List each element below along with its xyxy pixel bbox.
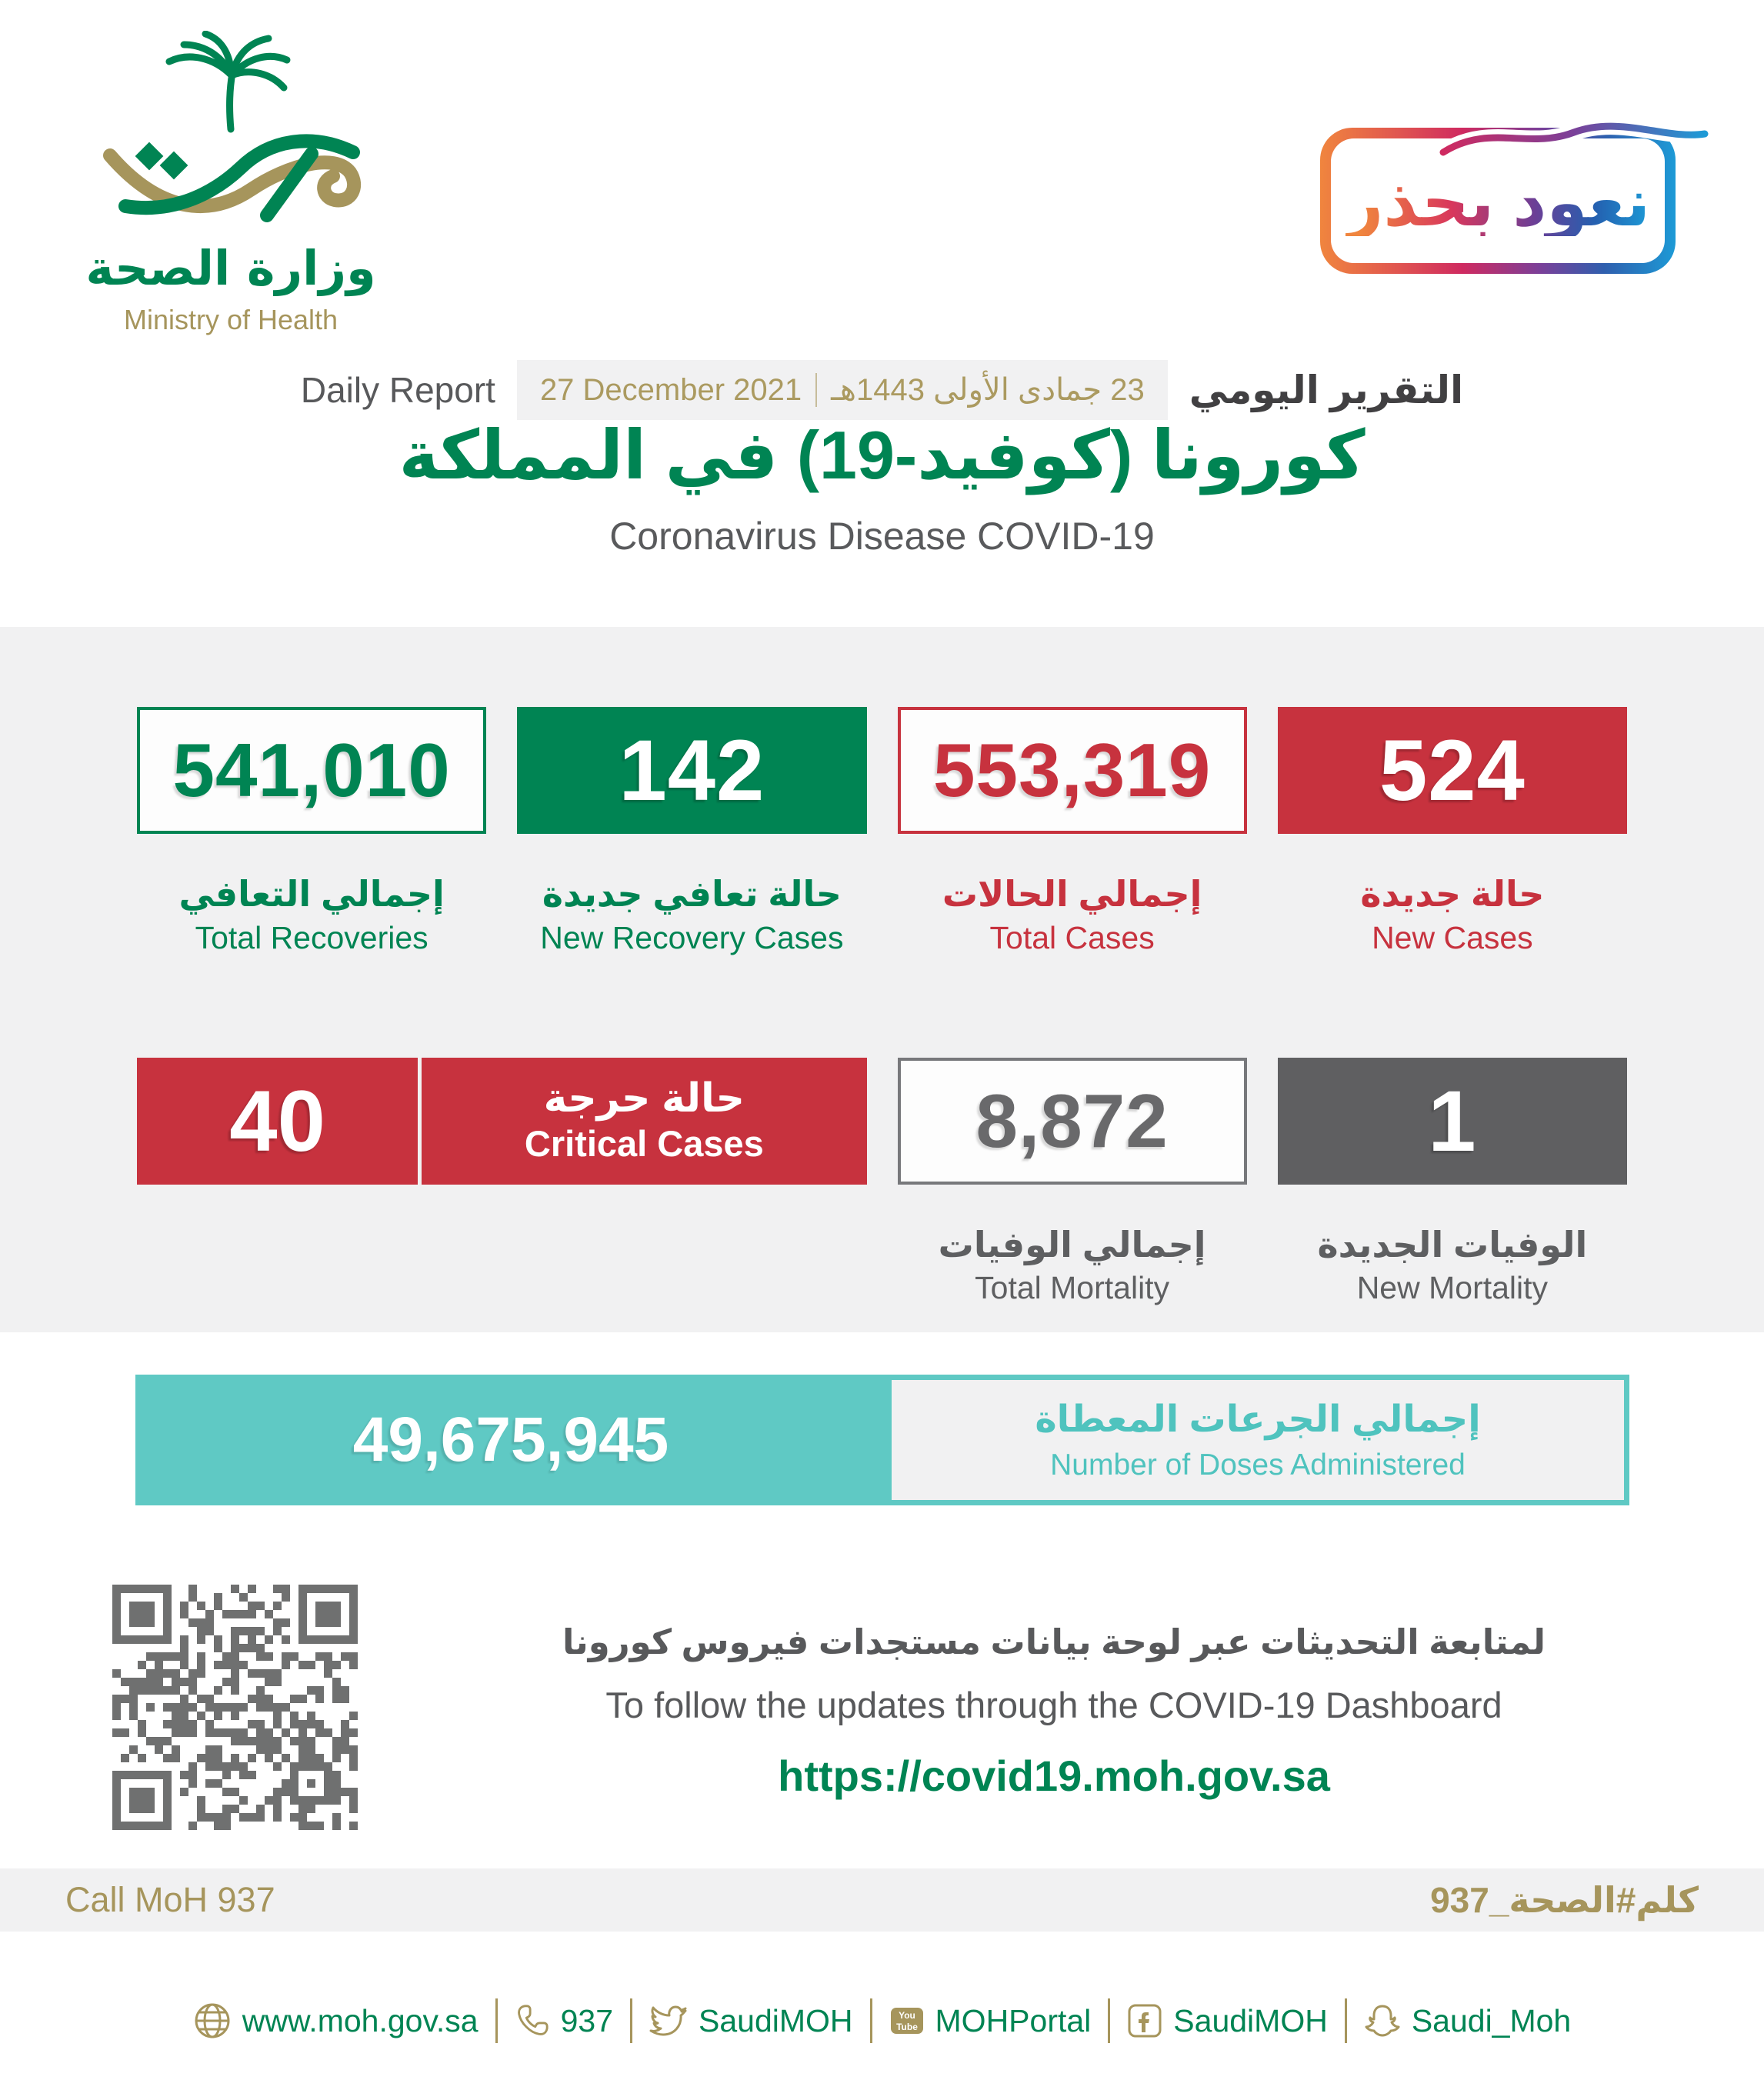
new-cases-label-ar: حالة جديدة	[1360, 874, 1545, 914]
total-recoveries-card	[137, 707, 486, 959]
separator	[495, 1998, 498, 2043]
logo-english-text: Ministry of Health	[123, 304, 338, 335]
total-mortality-value: 8,872	[975, 1078, 1169, 1163]
total-recoveries-label-ar: إجمالي التعافي	[178, 874, 445, 914]
call-moh-label-ar: كلم#الصحة_937	[1430, 1880, 1699, 1920]
phone-icon	[515, 2003, 550, 2038]
logo-arabic-text: وزارة الصحة	[85, 240, 376, 296]
call-moh-band	[0, 1868, 1764, 1932]
total-cases-card	[898, 707, 1247, 959]
total-mortality-label-en: Total Mortality	[975, 1270, 1170, 1306]
daily-report-label-ar: التقرير اليومي	[1189, 368, 1464, 412]
website-label: www.moh.gov.sa	[242, 2002, 479, 2038]
doses-administered-bar	[135, 1375, 1629, 1505]
report-date-gregorian: 27 December 2021	[539, 372, 802, 407]
total-mortality-card	[898, 1058, 1247, 1310]
critical-cases-label-ar: حالة حرجة	[543, 1076, 745, 1122]
total-recoveries-label-en: Total Recoveries	[195, 919, 428, 955]
critical-cases-value: 40	[229, 1072, 325, 1169]
new-recoveries-label-ar: حالة تعافي جديدة	[542, 874, 842, 914]
snapchat-icon	[1364, 2003, 1401, 2038]
new-cases-value: 524	[1379, 722, 1526, 818]
dashboard-info	[400, 1622, 1708, 1801]
moh-logo	[81, 31, 381, 346]
social-links-bar	[0, 1998, 1764, 2043]
critical-cases-card	[137, 1058, 867, 1310]
badge-text: نعود بحذر	[1345, 166, 1651, 240]
call-moh-label-en: Call MoH 937	[65, 1880, 275, 1919]
separator	[1345, 1998, 1347, 2043]
badge-swoosh-icon	[1436, 108, 1712, 169]
doses-label-panel	[892, 1380, 1624, 1500]
total-cases-label-en: Total Cases	[989, 919, 1155, 955]
moh-logo-icon	[81, 31, 381, 346]
new-recoveries-card	[517, 707, 866, 959]
stats-row-2	[137, 1058, 1627, 1310]
report-date-hijri: 23 جمادى الأولى 1443هـ	[831, 373, 1145, 407]
dashboard-text-ar: لمتابعة التحديثات عبر لوحة بيانات مستجدات فيروس كورونا	[562, 1622, 1546, 1662]
doses-label-ar: إجمالي الجرعات المعطاة	[1035, 1399, 1481, 1440]
twitter-link[interactable]	[649, 2003, 853, 2039]
separator	[870, 1998, 872, 2043]
svg-text:You: You	[898, 2010, 915, 2021]
dashboard-url-link[interactable]: https://covid19.moh.gov.sa	[778, 1752, 1330, 1800]
svg-text:Tube: Tube	[895, 2022, 918, 2032]
date-separator	[815, 373, 817, 407]
youtube-label: MOHPortal	[935, 2002, 1092, 2038]
twitter-icon	[649, 2004, 688, 2038]
new-mortality-label-ar: الوفيات الجديدة	[1317, 1224, 1588, 1265]
phone-label: 937	[560, 2002, 614, 2038]
facebook-icon	[1127, 2003, 1162, 2038]
youtube-icon	[889, 2005, 925, 2036]
facebook-link[interactable]	[1127, 2003, 1328, 2039]
new-cases-label-en: New Cases	[1372, 919, 1533, 955]
new-mortality-label-en: New Mortality	[1356, 1270, 1549, 1306]
dashboard-qr-code	[112, 1585, 366, 1838]
new-mortality-value: 1	[1428, 1072, 1477, 1169]
twitter-label: SaudiMOH	[699, 2002, 853, 2038]
separator	[630, 1998, 632, 2043]
new-recoveries-value: 142	[619, 722, 765, 818]
separator	[1108, 1998, 1110, 2043]
total-recoveries-value: 541,010	[172, 728, 451, 812]
website-link[interactable]	[193, 2002, 479, 2040]
page-title-arabic: كورونا (كوفيد-19) في المملكة	[398, 417, 1366, 493]
facebook-label: SaudiMOH	[1173, 2002, 1328, 2038]
dashboard-text-en: To follow the updates through the COVID-19 Dashboard	[605, 1685, 1502, 1725]
total-cases-value: 553,319	[933, 728, 1212, 812]
snapchat-link[interactable]	[1364, 2003, 1571, 2039]
doses-value: 49,675,945	[352, 1405, 669, 1475]
snapchat-label: Saudi_Moh	[1411, 2002, 1572, 2038]
total-mortality-label-ar: إجمالي الوفيات	[938, 1224, 1206, 1265]
daily-report-label-en: Daily Report	[300, 370, 495, 410]
return-with-caution-badge	[1320, 128, 1676, 274]
report-date-box	[517, 360, 1168, 420]
globe-icon	[193, 2002, 232, 2040]
new-mortality-card	[1278, 1058, 1627, 1310]
youtube-link[interactable]	[889, 2003, 1092, 2039]
page-title-english: Coronavirus Disease COVID-19	[609, 515, 1155, 558]
report-header-line	[0, 360, 1764, 420]
critical-cases-label-en: Critical Cases	[524, 1123, 764, 1165]
new-cases-card	[1278, 707, 1627, 959]
stats-section	[0, 627, 1764, 1332]
phone-link[interactable]	[515, 2003, 613, 2039]
new-recoveries-label-en: New Recovery Cases	[540, 919, 844, 955]
doses-label-en: Number of Doses Administered	[1050, 1448, 1466, 1482]
stats-row-1	[137, 707, 1627, 959]
total-cases-label-ar: إجمالي الحالات	[942, 874, 1202, 914]
